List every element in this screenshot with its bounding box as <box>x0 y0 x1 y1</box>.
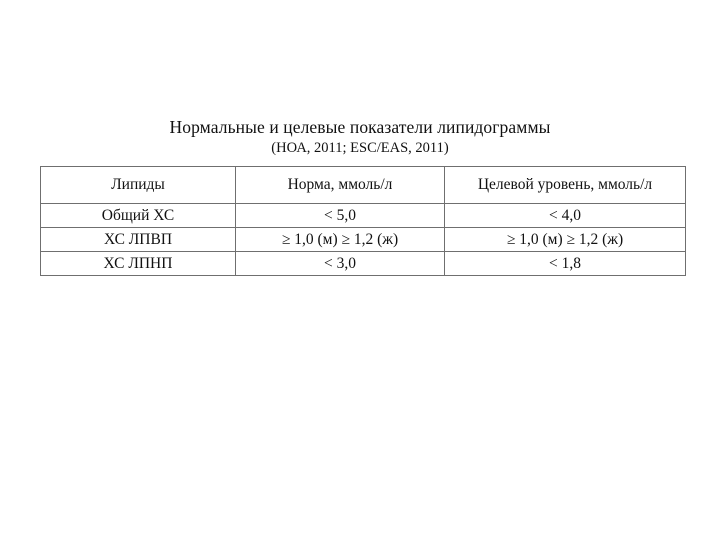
cell-target: < 1,8 <box>445 252 686 276</box>
header-norm: Норма, ммоль/л <box>236 167 445 204</box>
table-row <box>41 252 686 276</box>
cell-norm: < 3,0 <box>236 252 445 276</box>
cell-target: < 4,0 <box>445 204 686 228</box>
cell-target: ≥ 1,0 (м) ≥ 1,2 (ж) <box>445 228 686 252</box>
header-target: Целевой уровень, ммоль/л <box>445 167 686 204</box>
header-lipids: Липиды <box>41 167 236 204</box>
table-row <box>41 204 686 228</box>
cell-lipid: ХС ЛПНП <box>41 252 236 276</box>
lipid-table <box>40 166 686 276</box>
document-title: Нормальные и целевые показатели липидограммы <box>169 117 551 137</box>
cell-lipid: Общий ХС <box>41 204 236 228</box>
cell-norm: ≥ 1,0 (м) ≥ 1,2 (ж) <box>236 228 445 252</box>
cell-norm: < 5,0 <box>236 204 445 228</box>
cell-lipid: ХС ЛПВП <box>41 228 236 252</box>
document-subtitle: (НОА, 2011; ESC/EAS, 2011) <box>271 140 449 156</box>
table-row <box>41 228 686 252</box>
table-header-row <box>41 167 686 204</box>
